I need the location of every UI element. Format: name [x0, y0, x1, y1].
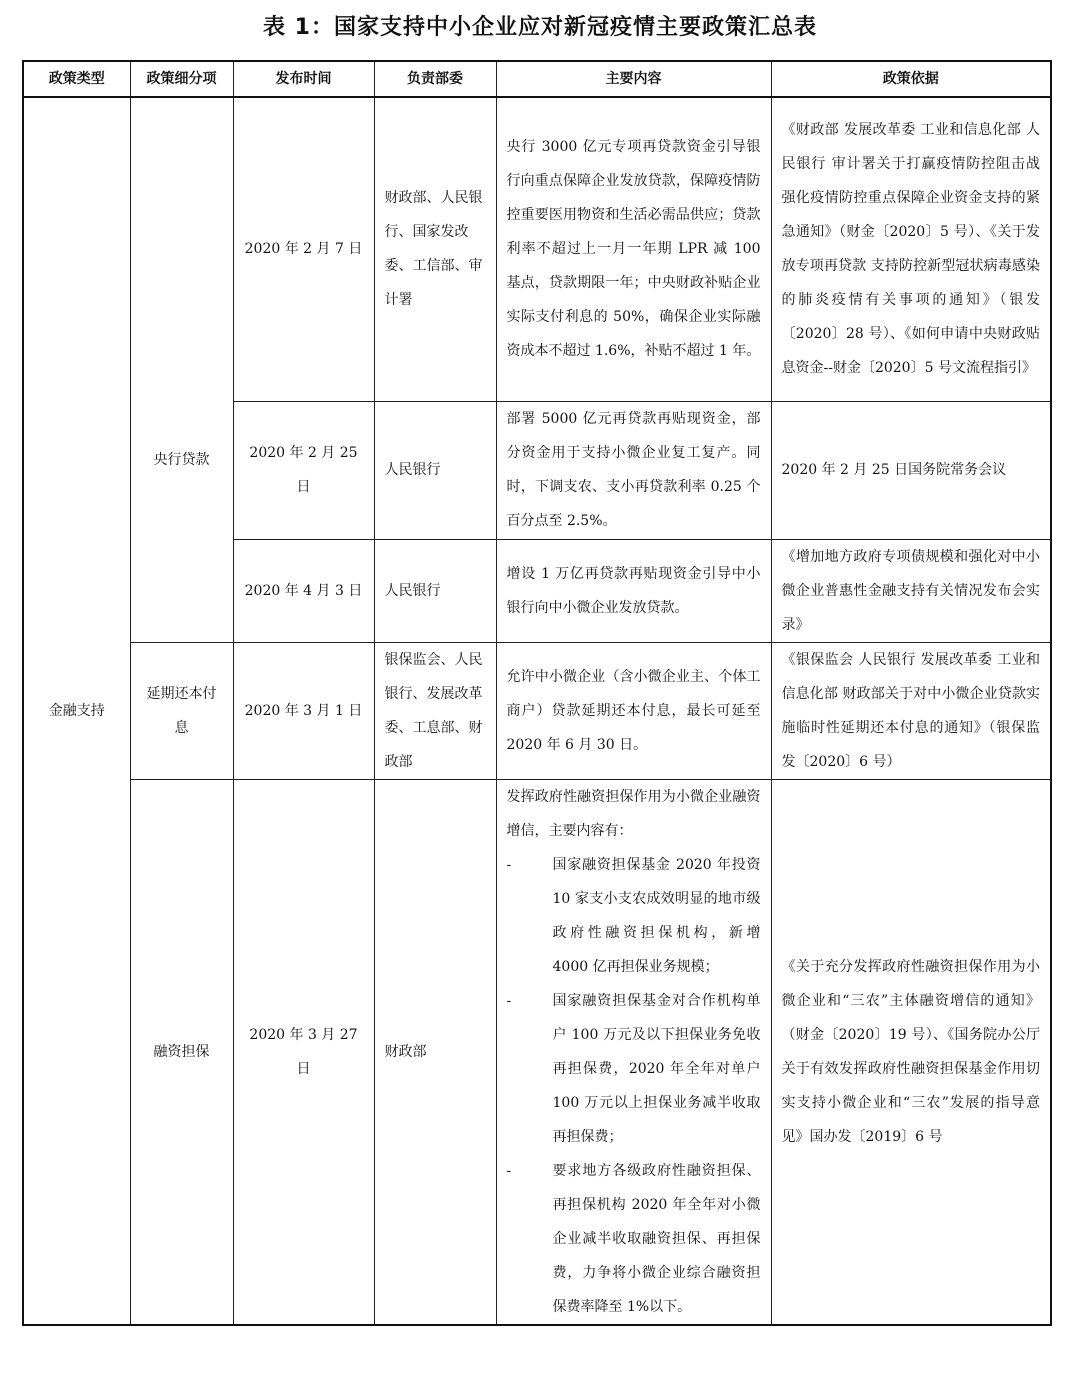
- department-cell: 财政部、人民银行、国家发改委、工信部、审计署: [374, 97, 496, 401]
- subcategory-cell: 央行贷款: [130, 97, 233, 642]
- department-cell: 人民银行: [374, 539, 496, 642]
- bullet-dash: -: [506, 1162, 512, 1179]
- subcategory-cell: 延期还本付息: [130, 642, 233, 779]
- content-cell: 允许中小微企业（含小微企业主、个体工商户）贷款延期还本付息，最长可延至 2020 年 6 月 30 日。: [496, 642, 771, 779]
- policy-table: [22, 60, 1052, 1326]
- table-title: 表 1：国家支持中小企业应对新冠疫情主要政策汇总表: [263, 15, 817, 40]
- date-cell: 2020 年 3 月 1 日: [233, 642, 374, 779]
- bullet-dash: -: [506, 992, 512, 1009]
- list-item: [507, 848, 761, 984]
- header-row: [23, 61, 1051, 97]
- date-cell: 2020 年 4 月 3 日: [233, 539, 374, 642]
- basis-cell: 《银保监会 人民银行 发展改革委 工业和信息化部 财政部关于对中小微企业贷款实施临时性延期还本付息的通知》（银保监发〔2020〕6 号）: [771, 642, 1051, 779]
- content-cell: 增设 1 万亿再贷款再贴现资金引导中小银行向中小微企业发放贷款。: [496, 539, 771, 642]
- basis-cell: 《关于充分发挥政府性融资担保作用为小微企业和“三农”主体融资增信的通知》（财金〔2020〕19 号）、《国务院办公厅关于有效发挥政府性融资担保基金作用切实支持小微企业和“三农”发展的指导意见》国办发〔2019〕6 号: [771, 779, 1051, 1325]
- bullet-dash: -: [506, 856, 512, 873]
- table-row: [23, 779, 1051, 1325]
- department-cell: 人民银行: [374, 401, 496, 539]
- basis-cell: 2020 年 2 月 25 日国务院常务会议: [771, 401, 1051, 539]
- table-row: [23, 642, 1051, 779]
- content-cell: 央行 3000 亿元专项再贷款资金引导银行向重点保障企业发放贷款，保障疫情防控重要医用物资和生活必需品供应；贷款利率不超过上一月一年期 LPR 减 100 基点，贷款期限一年；中央财政补贴企业实际支付利息的 50%，确保企业实际融资成本不超过 1.6%，补贴不超过 1 年。: [496, 97, 771, 401]
- content-cell: [496, 779, 771, 1325]
- bullet-text: 国家融资担保基金对合作机构单户 100 万元及以下担保业务免收再担保费，2020 年全年对单户 100 万元以上担保业务减半收取再担保费；: [552, 992, 761, 1145]
- category-cell: 金融支持: [23, 97, 130, 1325]
- subcategory-cell: 融资担保: [130, 779, 233, 1325]
- content-cell: 部署 5000 亿元再贷款再贴现资金，部分资金用于支持小微企业复工复产。同时，下调支农、支小再贷款利率 0.25 个百分点至 2.5%。: [496, 401, 771, 539]
- department-cell: 银保监会、人民银行、发展改革委、工息部、财政部: [374, 642, 496, 779]
- list-item: [507, 984, 761, 1154]
- table-row: [23, 97, 1051, 401]
- header-policy-type: 政策类型: [23, 61, 130, 97]
- basis-cell: 《增加地方政府专项债规模和强化对中小微企业普惠性金融支持有关情况发布会实录》: [771, 539, 1051, 642]
- content-intro: 发挥政府性融资担保作用为小微企业融资增信，主要内容有：: [506, 788, 761, 839]
- date-cell: 2020 年 3 月 27 日: [233, 779, 374, 1325]
- list-item: [507, 1154, 761, 1324]
- header-content: 主要内容: [496, 61, 771, 97]
- header-basis: 政策依据: [771, 61, 1051, 97]
- bullet-text: 国家融资担保基金 2020 年投资 10 家支小支农成效明显的地市级政府性融资担保机构，新增 4000 亿再担保业务规模；: [552, 856, 761, 975]
- header-date: 发布时间: [233, 61, 374, 97]
- basis-cell: 《财政部 发展改革委 工业和信息化部 人民银行 审计署关于打赢疫情防控阻击战 强化疫情防控重点保障企业资金支持的紧急通知》（财金〔2020〕5 号）、《关于发放专项再贷款 支持防控新型冠状病毒感染的肺炎疫情有关事项的通知》（银发〔2020〕28 号）、《如何申请中央财政贴息资金--财金〔2020〕5 号文流程指引》: [771, 97, 1051, 401]
- date-cell: 2020 年 2 月 25 日: [233, 401, 374, 539]
- date-cell: 2020 年 2 月 7 日: [233, 97, 374, 401]
- header-department: 负责部委: [374, 61, 496, 97]
- department-cell: 财政部: [374, 779, 496, 1325]
- header-subcategory: 政策细分项: [130, 61, 233, 97]
- bullet-text: 要求地方各级政府性融资担保、再担保机构 2020 年全年对小微企业减半收取融资担保、再担保费，力争将小微企业综合融资担保费率降至 1%以下。: [552, 1162, 761, 1315]
